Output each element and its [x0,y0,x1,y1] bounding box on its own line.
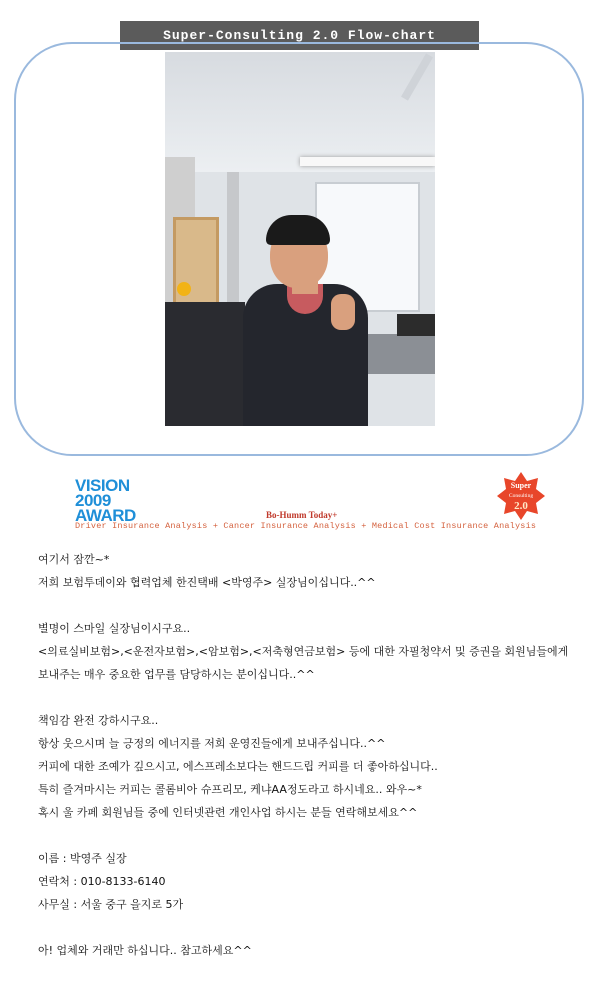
bohumm-today-label: Bo-Humm Today+ [266,510,338,520]
page-title-banner: Super-Consulting 2.0 Flow-chart [120,21,479,50]
photo-flower [177,282,191,296]
super-consulting-badge [497,472,545,520]
vision-logo-line1: VISION [75,476,130,495]
body-line: 저희 보험투데이와 협력업체 한진택배 <박영주> 실장님이십니다..^^ [38,576,376,589]
badge-star-icon [497,472,545,520]
body-line: 커피에 대한 조예가 깊으시고, 에스프레소보다는 핸드드립 커피를 더 좋아하십니다.. [38,760,438,773]
body-line: 책임감 완전 강하시구요.. [38,714,159,727]
body-line: <의료실비보험>,<운전자보험>,<암보험>,<저축형연금보험> 등에 대한 자필청약서 및 증권을 회원님들에게 [38,645,569,658]
body-line: 보내주는 매우 중요한 업무를 담당하시는 분이십니다..^^ [38,668,315,681]
analysis-subtitle: Driver Insurance Analysis + Cancer Insurance Analysis + Medical Cost Insurance Analysis [75,521,537,531]
photo-ceiling-light [300,157,435,166]
vision-logo-line3: AWARD [75,506,136,525]
body-line: 혹시 울 카페 회원님들 중에 인터넷관련 개인사업 하시는 분들 연락해보세요^^ [38,806,418,819]
body-line: 아! 업체와 거래만 하십니다.. 참고하세요^^ [38,944,252,957]
badge-text-version: 2.0 [514,500,528,512]
paragraph-gap [38,824,578,847]
article-body [38,548,578,962]
contact-office: 사무실 : 서울 중구 을지로 5가 [38,898,184,911]
badge-text-consulting: Consulting [508,493,534,499]
contact-name: 이름 : 박영주 실장 [38,852,127,865]
body-line: 별명이 스마일 실장님이시구요.. [38,622,191,635]
body-line: 여기서 잠깐~* [38,553,110,566]
paragraph-gap [38,686,578,709]
paragraph-gap [38,916,578,939]
photo-ceiling [165,52,435,172]
body-line: 특히 즐겨마시는 커피는 콜롬비아 슈프리모, 케냐AA정도라고 하시네요.. 와우~* [38,783,422,796]
photo-person-hair [266,215,330,245]
photo-person-hand [331,294,355,330]
vision-award-logo [75,478,145,523]
badge-text-super: Super [510,481,532,490]
staff-photo [165,52,435,426]
body-line: 항상 웃으시며 늘 긍정의 에너지를 저희 운영진들에게 보내주십니다..^^ [38,737,386,750]
vision-logo-line2: 2009 [75,491,111,510]
photo-printer [397,314,435,336]
contact-phone: 연락처 : 010-8133-6140 [38,875,166,888]
paragraph-gap [38,594,578,617]
photo-clothes-rack [165,302,245,426]
